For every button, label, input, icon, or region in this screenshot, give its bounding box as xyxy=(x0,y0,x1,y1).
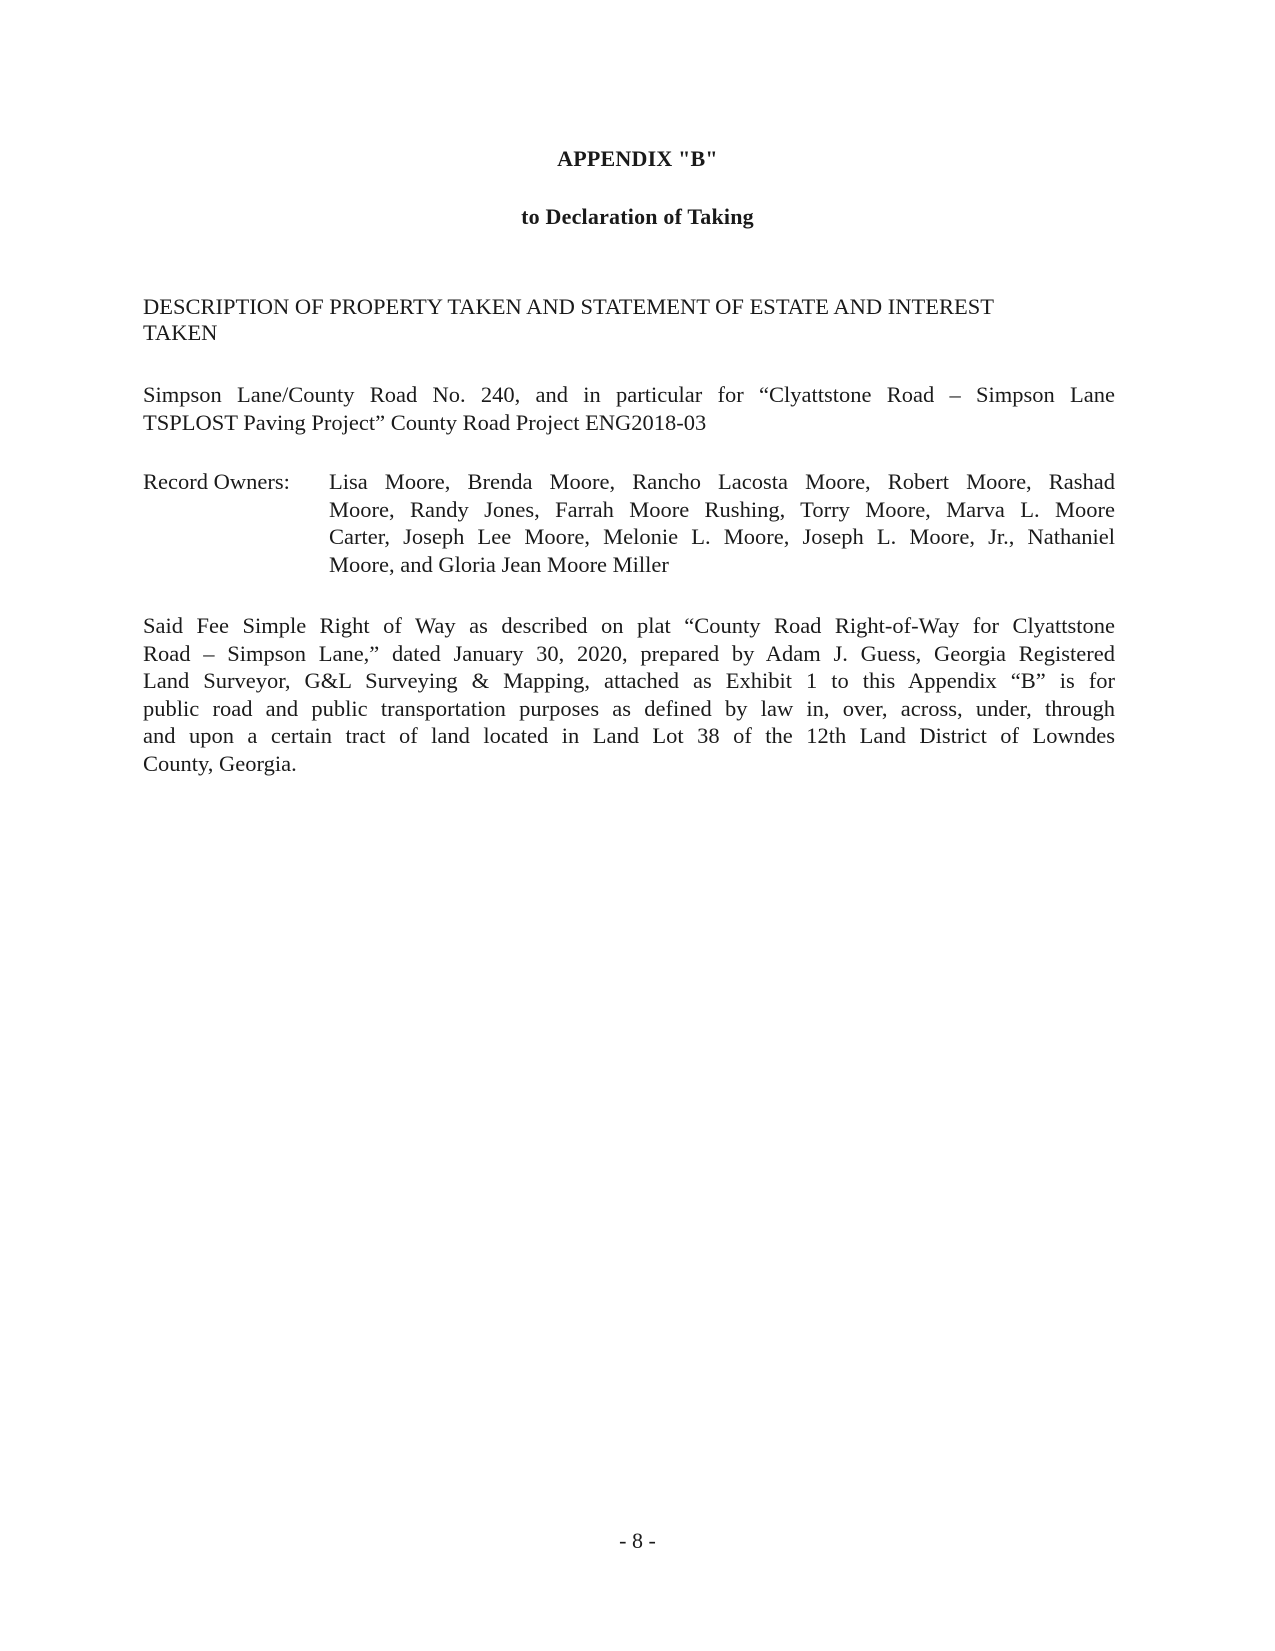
record-owners-names xyxy=(329,468,1115,578)
paragraph-line: and upon a certain tract of land located in Land Lot 38 of the 12th Land District of Lowndes xyxy=(143,723,1115,748)
paragraph-line: Land Surveyor, G&L Surveying & Mapping, attached as Exhibit 1 to this Appendix “B” is for xyxy=(143,668,1115,693)
owners-line: Moore, and Gloria Jean Moore Miller xyxy=(329,551,669,577)
document-subtitle: to Declaration of Taking xyxy=(521,204,754,229)
section-heading xyxy=(143,294,1115,346)
appendix-title: APPENDIX "B" xyxy=(557,146,718,171)
paragraph-line: Said Fee Simple Right of Way as described on plat “County Road Right-of-Way for Clyattstone xyxy=(143,613,1115,638)
project-paragraph xyxy=(143,381,1115,436)
paragraph-line: public road and public transportation purposes as defined by law in, over, across, under, through xyxy=(143,695,1115,721)
paragraph-line: Simpson Lane/County Road No. 240, and in particular for “Clyattstone Road – Simpson Lane xyxy=(143,382,1115,407)
paragraph-line: County, Georgia. xyxy=(143,750,297,776)
paragraph-line: TSPLOST Paving Project” County Road Project ENG2018-03 xyxy=(143,409,707,435)
record-owners-section xyxy=(143,468,1115,578)
section-heading-line: DESCRIPTION OF PROPERTY TAKEN AND STATEMENT OF ESTATE AND INTEREST xyxy=(143,294,995,319)
owners-line: Moore, Randy Jones, Farrah Moore Rushing, Torry Moore, Marva L. Moore xyxy=(329,496,1115,522)
paragraph-line: Road – Simpson Lane,” dated January 30, 2020, prepared by Adam J. Guess, Georgia Registered xyxy=(143,640,1115,666)
record-owners-label: Record Owners: xyxy=(143,469,290,494)
description-paragraph xyxy=(143,612,1115,777)
section-heading-line: TAKEN xyxy=(143,320,218,345)
owners-line: Carter, Joseph Lee Moore, Melonie L. Moore, Joseph L. Moore, Jr., Nathaniel xyxy=(329,524,1115,549)
page-number: - 8 - xyxy=(619,1528,656,1553)
owners-line: Lisa Moore, Brenda Moore, Rancho Lacosta Moore, Robert Moore, Rashad xyxy=(329,469,1115,494)
